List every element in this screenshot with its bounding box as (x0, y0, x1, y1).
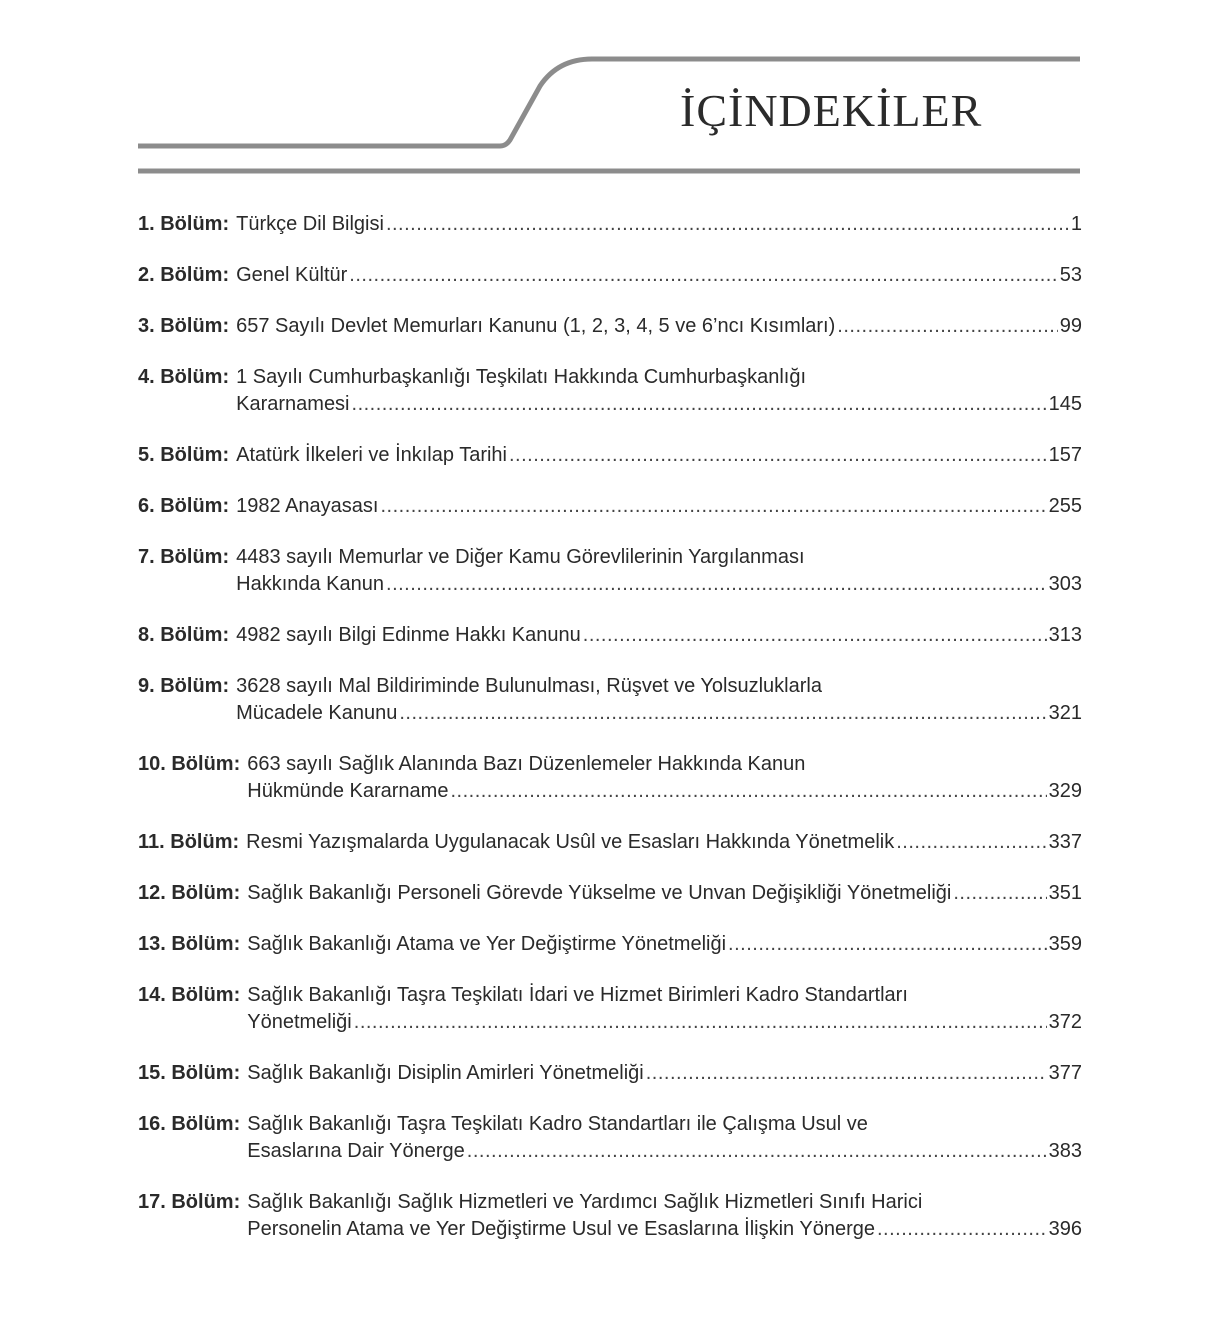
chapter-title: Personelin Atama ve Yer Değiştirme Usul ve Esaslarına İlişkin Yönerge (247, 1218, 875, 1240)
chapter-label: 14. Bölüm: (138, 984, 241, 1006)
chapter-body (246, 829, 1082, 856)
toc-entry[interactable] (138, 313, 1082, 340)
chapter-title-line: Sağlık Bakanlığı Taşra Teşkilatı İdari ve Hizmet Birimleri Kadro Standartları (247, 984, 908, 1006)
table-of-contents (138, 211, 1082, 1267)
chapter-label: 3. Bölüm: (138, 315, 230, 337)
page-number: 53 (1059, 264, 1082, 286)
chapter-title-final-line (236, 211, 1082, 238)
chapter-title-final-line (236, 313, 1082, 340)
page-number: 337 (1048, 831, 1082, 853)
chapter-body (236, 622, 1082, 649)
chapter-title: Hükmünde Kararname (247, 780, 449, 802)
toc-entry[interactable] (138, 982, 1082, 1036)
dot-leader (386, 571, 1047, 598)
dot-leader (509, 442, 1047, 469)
page-number: 157 (1048, 444, 1082, 466)
chapter-title: 1982 Anayasası (236, 495, 379, 517)
dot-leader (583, 622, 1047, 649)
chapter-body (236, 493, 1082, 520)
page-number: 313 (1048, 624, 1082, 646)
chapter-title-line: Sağlık Bakanlığı Taşra Teşkilatı Kadro Standartları ile Çalışma Usul ve (247, 1113, 868, 1135)
chapter-title-final-line (247, 1138, 1082, 1165)
page-number: 255 (1048, 495, 1082, 517)
chapter-title: Atatürk İlkeleri ve İnkılap Tarihi (236, 444, 507, 466)
chapter-title-line: 663 sayılı Sağlık Alanında Bazı Düzenlemeler Hakkında Kanun (247, 753, 806, 775)
page-number: 396 (1048, 1218, 1082, 1240)
chapter-body (247, 751, 1082, 805)
chapter-body (247, 880, 1082, 907)
toc-entry[interactable] (138, 931, 1082, 958)
chapter-title-final-line (236, 622, 1082, 649)
dot-leader (354, 1009, 1047, 1036)
dot-leader (450, 778, 1046, 805)
chapter-label: 11. Bölüm: (138, 831, 240, 853)
chapter-label: 2. Bölüm: (138, 264, 230, 286)
chapter-title: Sağlık Bakanlığı Disiplin Amirleri Yönetmeliği (247, 1062, 644, 1084)
page-title: İÇİNDEKİLER (680, 85, 983, 136)
toc-entry[interactable] (138, 262, 1082, 289)
toc-entry[interactable] (138, 1060, 1082, 1087)
header-decoration (0, 0, 1230, 200)
dot-leader (953, 880, 1046, 907)
chapter-label: 5. Bölüm: (138, 444, 230, 466)
chapter-title-line: 4483 sayılı Memurlar ve Diğer Kamu Görevlilerinin Yargılanması (236, 546, 805, 568)
toc-entry[interactable] (138, 442, 1082, 469)
chapter-body (236, 364, 1082, 418)
chapter-body (247, 982, 1082, 1036)
chapter-label: 9. Bölüm: (138, 675, 230, 697)
chapter-body (247, 1060, 1082, 1087)
chapter-title-final-line (247, 1216, 1082, 1243)
chapter-label: 15. Bölüm: (138, 1062, 241, 1084)
chapter-label: 4. Bölüm: (138, 366, 230, 388)
chapter-title-final-line (247, 778, 1082, 805)
page-number: 383 (1048, 1140, 1082, 1162)
chapter-body (236, 442, 1082, 469)
dot-leader (380, 493, 1046, 520)
chapter-body (247, 1189, 1082, 1243)
chapter-label: 17. Bölüm: (138, 1191, 241, 1213)
page-number: 351 (1048, 882, 1082, 904)
page-number: 145 (1048, 393, 1082, 415)
chapter-body (236, 673, 1082, 727)
chapter-title-final-line (236, 391, 1082, 418)
chapter-title-line: Sağlık Bakanlığı Sağlık Hizmetleri ve Yardımcı Sağlık Hizmetleri Sınıfı Harici (247, 1191, 923, 1213)
toc-entry[interactable] (138, 829, 1082, 856)
chapter-body (236, 544, 1082, 598)
chapter-body (236, 313, 1082, 340)
dot-leader (896, 829, 1046, 856)
page-number: 1 (1070, 213, 1082, 235)
chapter-label: 13. Bölüm: (138, 933, 241, 955)
chapter-title-final-line (236, 700, 1082, 727)
toc-entry[interactable] (138, 622, 1082, 649)
page-number: 359 (1048, 933, 1082, 955)
toc-entry[interactable] (138, 544, 1082, 598)
chapter-label: 12. Bölüm: (138, 882, 241, 904)
page-number: 329 (1048, 780, 1082, 802)
chapter-title-final-line (236, 493, 1082, 520)
chapter-title-final-line (247, 1009, 1082, 1036)
chapter-title-final-line (236, 442, 1082, 469)
chapter-label: 16. Bölüm: (138, 1113, 241, 1135)
chapter-title: Kararnamesi (236, 393, 350, 415)
dot-leader (399, 700, 1046, 727)
chapter-title-final-line (247, 931, 1082, 958)
chapter-label: 6. Bölüm: (138, 495, 230, 517)
page-number: 321 (1048, 702, 1082, 724)
chapter-title-final-line (247, 1060, 1082, 1087)
dot-leader (646, 1060, 1047, 1087)
toc-entry[interactable] (138, 1111, 1082, 1165)
chapter-body (247, 1111, 1082, 1165)
chapter-title: Genel Kültür (236, 264, 348, 286)
chapter-title: Esaslarına Dair Yönerge (247, 1140, 465, 1162)
dot-leader (837, 313, 1057, 340)
dot-leader (467, 1138, 1047, 1165)
chapter-label: 1. Bölüm: (138, 213, 230, 235)
chapter-title: Türkçe Dil Bilgisi (236, 213, 384, 235)
dot-leader (728, 931, 1047, 958)
chapter-title: Sağlık Bakanlığı Personeli Görevde Yükselme ve Unvan Değişikliği Yönetmeliği (247, 882, 952, 904)
toc-entry[interactable] (138, 364, 1082, 418)
chapter-title: Sağlık Bakanlığı Atama ve Yer Değiştirme Yönetmeliği (247, 933, 727, 955)
page-number: 303 (1048, 573, 1082, 595)
toc-entry[interactable] (138, 673, 1082, 727)
chapter-title: Resmi Yazışmalarda Uygulanacak Usûl ve Esasları Hakkında Yönetmelik (246, 831, 895, 853)
chapter-title: 4982 sayılı Bilgi Edinme Hakkı Kanunu (236, 624, 581, 646)
toc-entry[interactable] (138, 493, 1082, 520)
dot-leader (877, 1216, 1047, 1243)
toc-entry[interactable] (138, 1189, 1082, 1243)
chapter-title: Yönetmeliği (247, 1011, 352, 1033)
chapter-title-final-line (236, 571, 1082, 598)
chapter-label: 8. Bölüm: (138, 624, 230, 646)
page-number: 99 (1059, 315, 1082, 337)
chapter-body (236, 211, 1082, 238)
toc-entry[interactable] (138, 880, 1082, 907)
dot-leader (352, 391, 1047, 418)
chapter-label: 10. Bölüm: (138, 753, 241, 775)
chapter-title: Mücadele Kanunu (236, 702, 398, 724)
chapter-body (247, 931, 1082, 958)
chapter-title-final-line (247, 880, 1082, 907)
chapter-title: Hakkında Kanun (236, 573, 385, 595)
toc-entry[interactable] (138, 751, 1082, 805)
page-number: 372 (1048, 1011, 1082, 1033)
chapter-title-final-line (246, 829, 1082, 856)
chapter-body (236, 262, 1082, 289)
chapter-title-line: 1 Sayılı Cumhurbaşkanlığı Teşkilatı Hakkında Cumhurbaşkanlığı (236, 366, 807, 388)
chapter-title-final-line (236, 262, 1082, 289)
dot-leader (386, 211, 1069, 238)
toc-entry[interactable] (138, 211, 1082, 238)
chapter-title: 657 Sayılı Devlet Memurları Kanunu (1, 2, 3, 4, 5 ve 6’ncı Kısımları) (236, 315, 836, 337)
page-number: 377 (1048, 1062, 1082, 1084)
chapter-title-line: 3628 sayılı Mal Bildiriminde Bulunulması, Rüşvet ve Yolsuzluklarla (236, 675, 822, 697)
chapter-label: 7. Bölüm: (138, 546, 230, 568)
dot-leader (349, 262, 1057, 289)
